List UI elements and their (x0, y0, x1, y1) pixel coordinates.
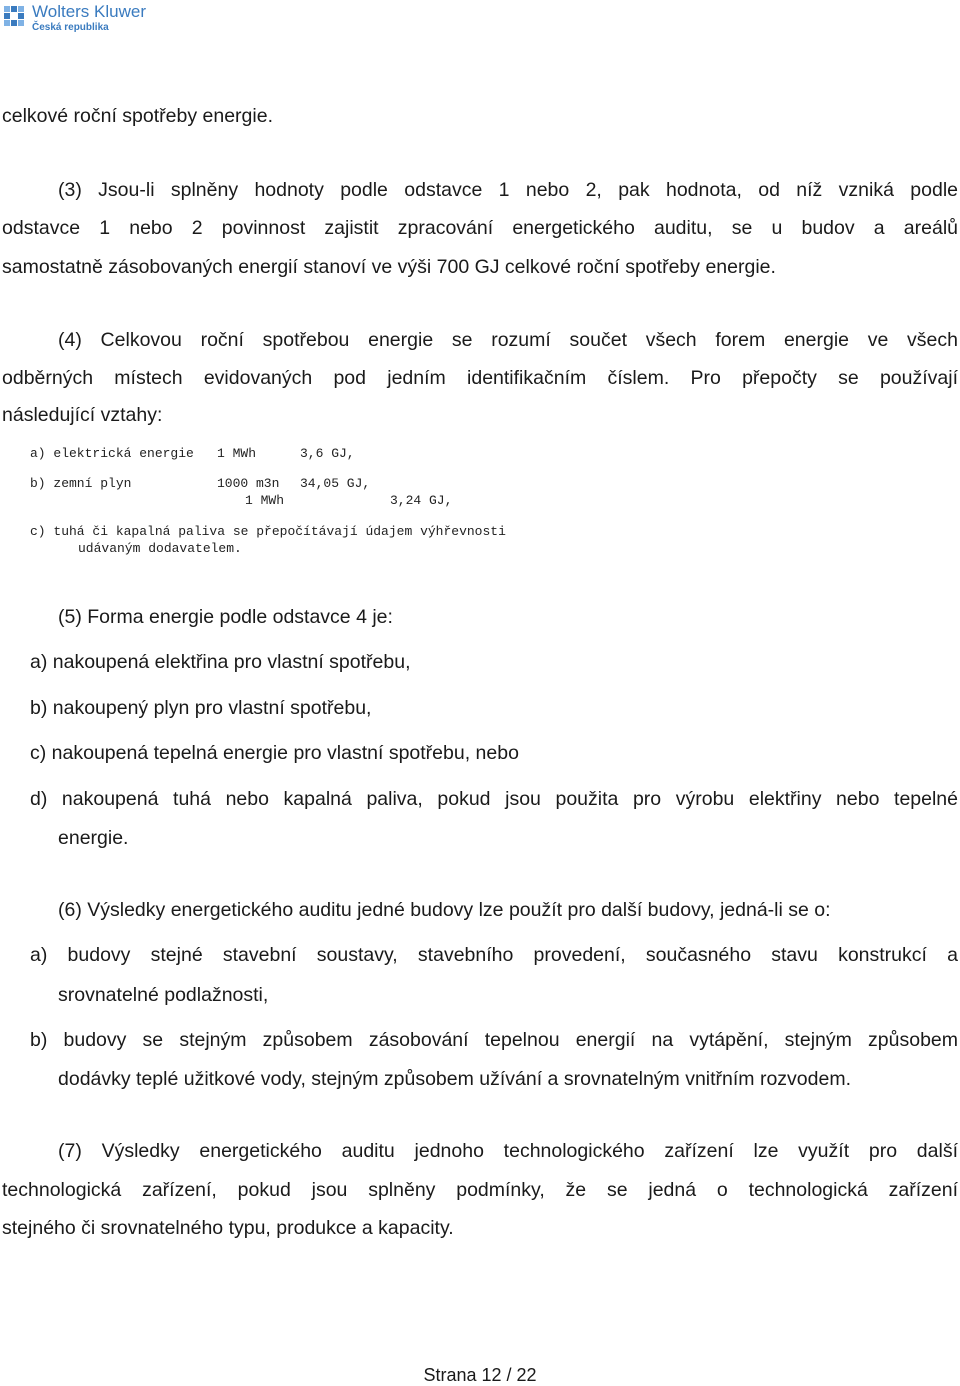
conv-a-value: 3,6 GJ, (300, 446, 355, 461)
section6-item-a-line2: srovnatelné podlažnosti, (58, 984, 269, 1006)
para4-line2: odběrných místech evidovaných pod jedním identifikačním číslem. Pro přepočty se používají (2, 367, 958, 389)
conv-b-unit1: 1000 m3n (217, 476, 280, 491)
section6-item-b-line2: dodávky teplé užitkové vody, stejným způsobem užívání a srovnatelným vnitřním rozvodem. (58, 1068, 851, 1090)
section7-line1: (7) Výsledky energetického auditu jednoho technologického zařízení lze využít pro další (58, 1140, 958, 1162)
section6-item-a-line1: a) budovy stejné stavební soustavy, stavebního provedení, současného stavu konstrukcí a (30, 944, 958, 966)
section5-item-d-line1: d) nakoupená tuhá nebo kapalná paliva, pokud jsou použita pro výrobu elektřiny nebo tepelné (30, 788, 958, 810)
page-number: Strana 12 / 22 (423, 1365, 537, 1385)
conv-a-label: a) elektrická energie (30, 446, 194, 461)
conv-a-unit: 1 MWh (217, 446, 257, 461)
para3-line2: odstavce 1 nebo 2 povinnost zajistit zpracování energetického auditu, se u budov a areálů (2, 217, 958, 239)
para4-line1: (4) Celkovou roční spotřebou energie se rozumí součet všech forem energie ve všech (58, 329, 958, 351)
section7-line3: stejného či srovnatelného typu, produkce a kapacity. (2, 1217, 454, 1239)
section5-item-a: a) nakoupená elektřina pro vlastní spotřebu, (30, 651, 411, 673)
brand-name: Wolters Kluwer (32, 2, 146, 21)
wolters-kluwer-logo-icon (4, 4, 26, 30)
conv-b-value2: 3,24 GJ, (390, 493, 453, 508)
para3-line3: samostatně zásobovaných energií stanoví ve výši 700 GJ celkové roční spotřeby energie. (2, 256, 776, 278)
para3-line1: (3) Jsou-li splněny hodnoty podle odstavce 1 nebo 2, pak hodnota, od níž vzniká podle (58, 179, 958, 201)
section5-title: (5) Forma energie podle odstavce 4 je: (58, 606, 393, 628)
conv-b-value1: 34,05 GJ, (300, 476, 371, 491)
continued-line: celkové roční spotřeby energie. (2, 105, 273, 127)
conv-c-line1: c) tuhá či kapalná paliva se přepočítávají údajem výhřevnosti (30, 524, 506, 539)
para4-line3: následující vztahy: (2, 404, 163, 426)
section5-item-c: c) nakoupená tepelná energie pro vlastní spotřebu, nebo (30, 742, 519, 764)
conv-c-line2: udávaným dodavatelem. (78, 541, 242, 556)
section5-item-d-line2: energie. (58, 827, 129, 849)
publisher-logo (4, 2, 154, 36)
section7-line2: technologická zařízení, pokud jsou splněny podmínky, že se jedná o technologická zařízení (2, 1179, 958, 1201)
conv-b-label: b) zemní plyn (30, 476, 132, 491)
conv-b-unit2: 1 MWh (245, 493, 285, 508)
section5-item-b: b) nakoupený plyn pro vlastní spotřebu, (30, 697, 372, 719)
section6-item-b-line1: b) budovy se stejným způsobem zásobování tepelnou energií na vytápění, stejným způsobem (30, 1029, 958, 1051)
brand-subtitle: Česká republika (32, 22, 109, 33)
section6-title: (6) Výsledky energetického auditu jedné budovy lze použít pro další budovy, jedná-li se o: (58, 899, 831, 921)
